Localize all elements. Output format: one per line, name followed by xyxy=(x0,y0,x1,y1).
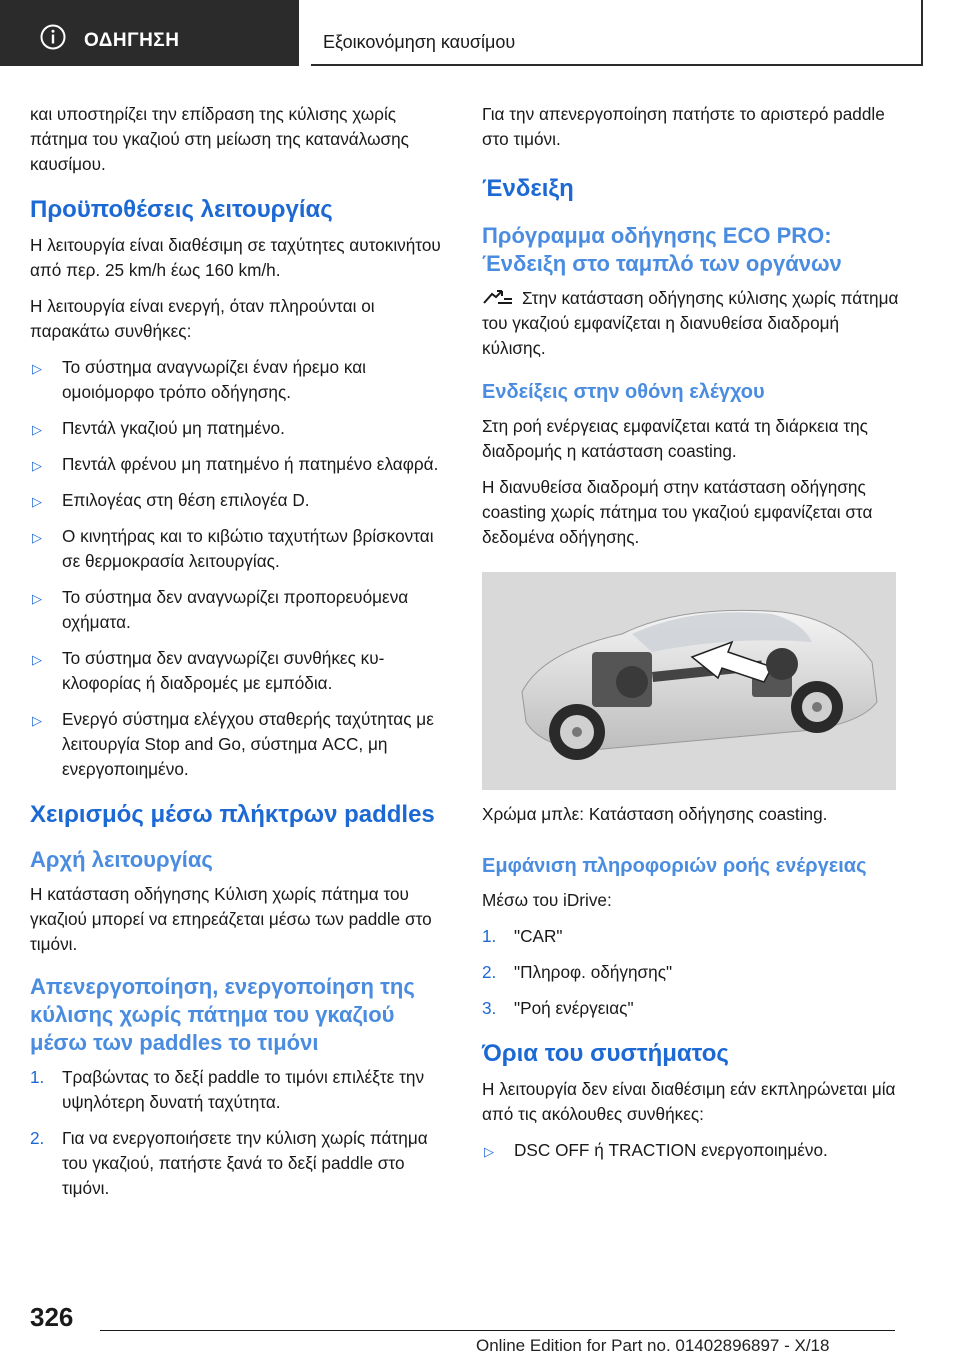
limits-paragraph: Η λειτουργία δεν είναι διαθέσιμη εάν εκπληρώνεται μία από τις ακόλουθες συνθήκες: xyxy=(482,1079,896,1124)
principle-paragraph: Η κατάσταση οδήγησης Κύλιση χωρίς πάτημα του γκαζιού μπορεί να επηρεάζεται μέσω των paddle στο τιμόνι. xyxy=(30,884,432,954)
left-column xyxy=(30,102,450,1212)
active-paragraph: Η λειτουργία είναι ενεργή, όταν πληρούνται οι παρακάτω συνθήκες: xyxy=(30,296,375,341)
idrive-paragraph: Μέσω του iDrive: xyxy=(482,890,612,910)
list-item: ▷ Πεντάλ φρένου μη πατημένο ή πατημένο ελαφρά. xyxy=(30,452,450,477)
header-chapter-bar xyxy=(311,0,923,66)
list-item: 2. Για να ενεργοποιήσετε την κύλιση χωρίς πάτημα του γκαζιού, πατήστε ξανά το δεξί paddle στο τιμόνι. xyxy=(30,1128,428,1198)
conditions-list xyxy=(30,355,450,782)
list-item: ▷ Πεντάλ γκαζιού μη πατημένο. xyxy=(30,416,450,441)
triangle-bullet-icon: ▷ xyxy=(32,713,42,728)
step-number: 3. xyxy=(482,998,497,1018)
heading-paddles: Χειρισμός μέσω πλήκτρων paddles xyxy=(30,801,435,828)
list-item: ▷ DSC OFF ή TRACTION ενεργοποιημένο. xyxy=(482,1138,907,1163)
footer-divider xyxy=(100,1330,895,1331)
triangle-bullet-icon: ▷ xyxy=(32,458,42,473)
figure-caption: Χρώμα μπλε: Κατάσταση οδήγησης coasting. xyxy=(482,804,828,824)
list-item: 1. "CAR" xyxy=(482,924,907,949)
triangle-bullet-icon: ▷ xyxy=(32,530,42,545)
step-number: 2. xyxy=(30,1128,45,1148)
list-item: 3. "Ροή ενέργειας" xyxy=(482,996,907,1021)
triangle-bullet-icon: ▷ xyxy=(32,652,42,667)
list-item: ▷ Ενεργό σύστημα ελέγχου σταθερής ταχύτητας με λειτουργία Stop and Go, σύστημα ACC, μη ενεργοποιημένο. xyxy=(32,709,434,779)
heading-limits: Όρια του συστήματος xyxy=(482,1040,729,1067)
heading-toggle: Απενεργοποίηση, ενεργοποίηση της κύλισης χωρίς πάτημα του γκαζιού μέσω των paddles το τιμόνι xyxy=(30,974,415,1055)
flow-paragraph: Στη ροή ενέργειας εμφανίζεται κατά τη διάρκεια της διαδρομής η κατάσταση coasting. xyxy=(482,416,868,461)
coasting-icon xyxy=(482,288,514,306)
triangle-bullet-icon: ▷ xyxy=(32,494,42,509)
list-item: ▷ Το σύστημα αναγνωρίζει έναν ήρεμο και ομοιόμορφο τρόπο οδήγησης. xyxy=(32,357,366,402)
list-item: 1. Τραβώντας το δεξί paddle το τιμόνι επιλέξτε την υψηλότερη δυνατή ταχύτητα. xyxy=(30,1067,425,1112)
list-item: ▷ Το σύστημα δεν αναγνωρίζει προπορευόμενα οχήματα. xyxy=(32,587,409,632)
heading-prerequisites: Προϋποθέσεις λειτουργίας xyxy=(30,196,333,223)
intro-paragraph: και υποστηρίζει την επίδραση της κύλισης χωρίς πάτημα του γκαζιού στη μείωση της κατανάλωσης καυσίμου. xyxy=(30,104,409,174)
list-item: ▷ Το σύστημα δεν αναγνωρίζει συνθήκες κυκλοφορίας ή διαδρομές με εμπόδια. xyxy=(32,648,385,693)
limits-list xyxy=(482,1138,907,1163)
triangle-bullet-icon: ▷ xyxy=(32,361,42,376)
car-image xyxy=(482,572,896,790)
heading-energy-flow: Εμφάνιση πληροφοριών ροής ενέργειας xyxy=(482,855,867,877)
step-number: 2. xyxy=(482,962,497,982)
speed-paragraph: Η λειτουργία είναι διαθέσιμη σε ταχύτητες αυτοκινήτου από περ. 25 km/h έως 160 km/h. xyxy=(30,235,441,280)
header-section-bar xyxy=(0,0,299,66)
eco-paragraph: Στην κατάσταση οδήγησης κύλισης χωρίς πάτημα του γκαζιού εμφανίζεται η διανυθείσα διαδρομή κύλισης. xyxy=(482,288,899,358)
step-number: 1. xyxy=(482,926,497,946)
menu-path-list xyxy=(482,924,907,1021)
section-title: ΟΔΗΓΗΣΗ xyxy=(84,30,180,51)
edition-text: Online Edition for Part no. 01402896897 - X/18 xyxy=(476,1336,830,1355)
chapter-title: Εξοικονόμηση καυσίμου xyxy=(323,32,516,52)
step-number: 1. xyxy=(30,1067,45,1087)
distance-paragraph: Η διανυθείσα διαδρομή στην κατάσταση οδήγησης coasting χωρίς πάτημα του γκαζιού εμφανίζεται στα δεδομένα οδήγησης. xyxy=(482,477,873,547)
heading-principle: Αρχή λειτουργίας xyxy=(30,847,213,872)
triangle-bullet-icon: ▷ xyxy=(32,422,42,437)
page-number: 326 xyxy=(30,1302,74,1332)
info-icon xyxy=(40,24,66,50)
steps-list xyxy=(30,1065,450,1201)
heading-control-screen: Ενδείξεις στην οθόνη ελέγχου xyxy=(482,381,765,403)
list-item: ▷ Επιλογέας στη θέση επιλογέα D. xyxy=(30,488,450,513)
triangle-bullet-icon: ▷ xyxy=(484,1144,494,1159)
car-coasting-illustration xyxy=(482,572,896,790)
deactivate-paragraph: Για την απενεργοποίηση πατήστε το αριστερό paddle στο τιμόνι. xyxy=(482,104,885,149)
triangle-bullet-icon: ▷ xyxy=(32,591,42,606)
heading-display: Ένδειξη xyxy=(482,175,574,202)
right-column xyxy=(482,102,907,1174)
list-item: 2. "Πληροφ. οδήγησης" xyxy=(482,960,907,985)
heading-eco-pro: Πρόγραμμα οδήγησης ECO PRO: Ένδειξη στο ταμπλό των οργάνων xyxy=(482,223,842,276)
list-item: ▷ Ο κινητήρας και το κιβώτιο ταχυτήτων βρίσκονται σε θερμοκρασία λειτουργίας. xyxy=(32,526,434,571)
